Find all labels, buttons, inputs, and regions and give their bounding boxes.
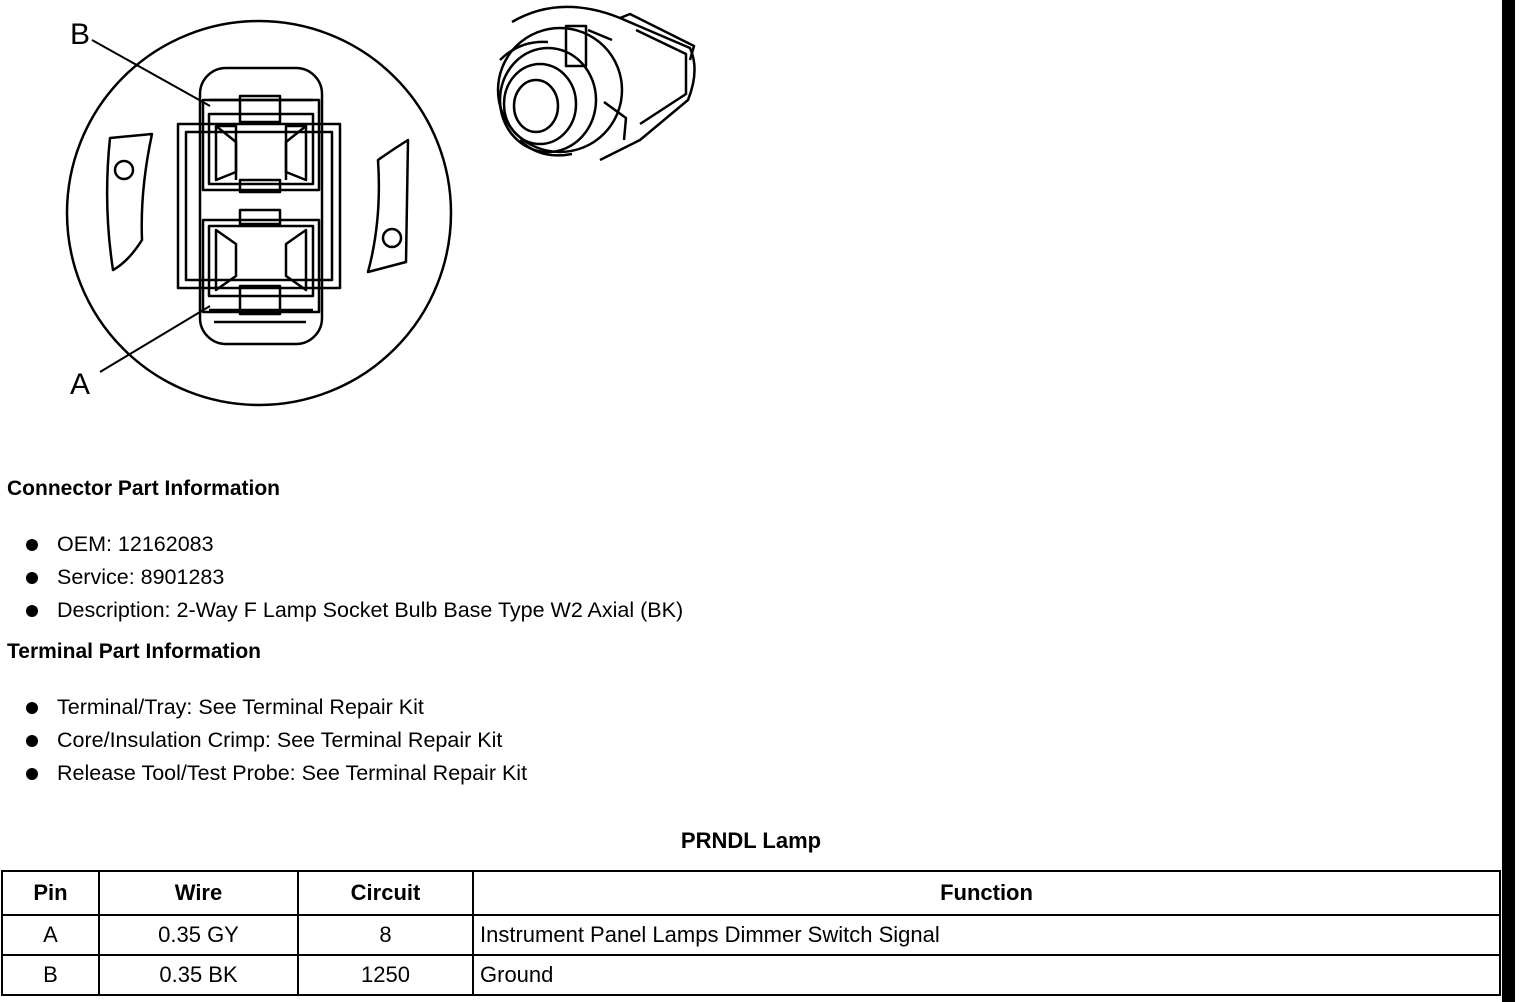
table-header-row bbox=[2, 871, 1500, 915]
connector-diagram bbox=[0, 0, 760, 410]
lamp-socket-illustration bbox=[498, 7, 695, 160]
cell-wire: 0.35 GY bbox=[99, 915, 298, 955]
left-latch bbox=[107, 134, 152, 270]
terminal-part-list bbox=[0, 693, 527, 792]
bullet-icon bbox=[26, 539, 38, 551]
list-item-text: Terminal/Tray: See Terminal Repair Kit bbox=[57, 695, 424, 719]
header-circuit: Circuit bbox=[298, 871, 473, 915]
connector-part-heading: Connector Part Information bbox=[7, 477, 281, 500]
list-item-text: OEM: 12162083 bbox=[57, 532, 214, 556]
pin-label-b: B bbox=[70, 18, 91, 51]
cell-pin: A bbox=[2, 915, 99, 955]
table-row bbox=[2, 955, 1500, 995]
terminal-part-heading: Terminal Part Information bbox=[7, 640, 261, 663]
cavity-b bbox=[203, 96, 319, 192]
right-latch bbox=[368, 140, 408, 272]
terminal-housing bbox=[200, 68, 322, 344]
cell-circuit: 8 bbox=[298, 915, 473, 955]
list-item-text: Release Tool/Test Probe: See Terminal Repair Kit bbox=[57, 761, 528, 785]
bullet-icon bbox=[26, 605, 38, 617]
connector-face-outline bbox=[67, 18, 451, 405]
list-item bbox=[0, 759, 527, 792]
header-wire: Wire bbox=[99, 871, 298, 915]
bullet-icon bbox=[26, 702, 38, 714]
list-item bbox=[0, 596, 683, 629]
table-title: PRNDL Lamp bbox=[680, 828, 822, 853]
leader-line-a bbox=[100, 306, 210, 372]
cell-circuit: 1250 bbox=[298, 955, 473, 995]
cell-function: Ground bbox=[473, 955, 1500, 995]
table-row bbox=[2, 915, 1500, 955]
list-item-text: Core/Insulation Crimp: See Terminal Repair Kit bbox=[57, 728, 503, 752]
list-item bbox=[0, 693, 527, 726]
cell-wire: 0.35 BK bbox=[99, 955, 298, 995]
list-item-text: Service: 8901283 bbox=[57, 565, 225, 589]
bullet-icon bbox=[26, 735, 38, 747]
bullet-icon bbox=[26, 768, 38, 780]
cell-pin: B bbox=[2, 955, 99, 995]
cell-function: Instrument Panel Lamps Dimmer Switch Signal bbox=[473, 915, 1500, 955]
leader-line-b bbox=[92, 40, 210, 106]
list-item bbox=[0, 563, 683, 596]
bullet-icon bbox=[26, 572, 38, 584]
pin-label-a: A bbox=[70, 368, 91, 401]
header-pin: Pin bbox=[2, 871, 99, 915]
page-border-rule bbox=[1502, 0, 1515, 1002]
header-function: Function bbox=[473, 871, 1500, 915]
list-item bbox=[0, 726, 527, 759]
list-item-text: Description: 2-Way F Lamp Socket Bulb Base Type W2 Axial (BK) bbox=[57, 598, 684, 622]
cavity-a bbox=[203, 210, 319, 322]
connector-part-list bbox=[0, 530, 683, 629]
list-item bbox=[0, 530, 683, 563]
pin-table bbox=[1, 870, 1501, 996]
